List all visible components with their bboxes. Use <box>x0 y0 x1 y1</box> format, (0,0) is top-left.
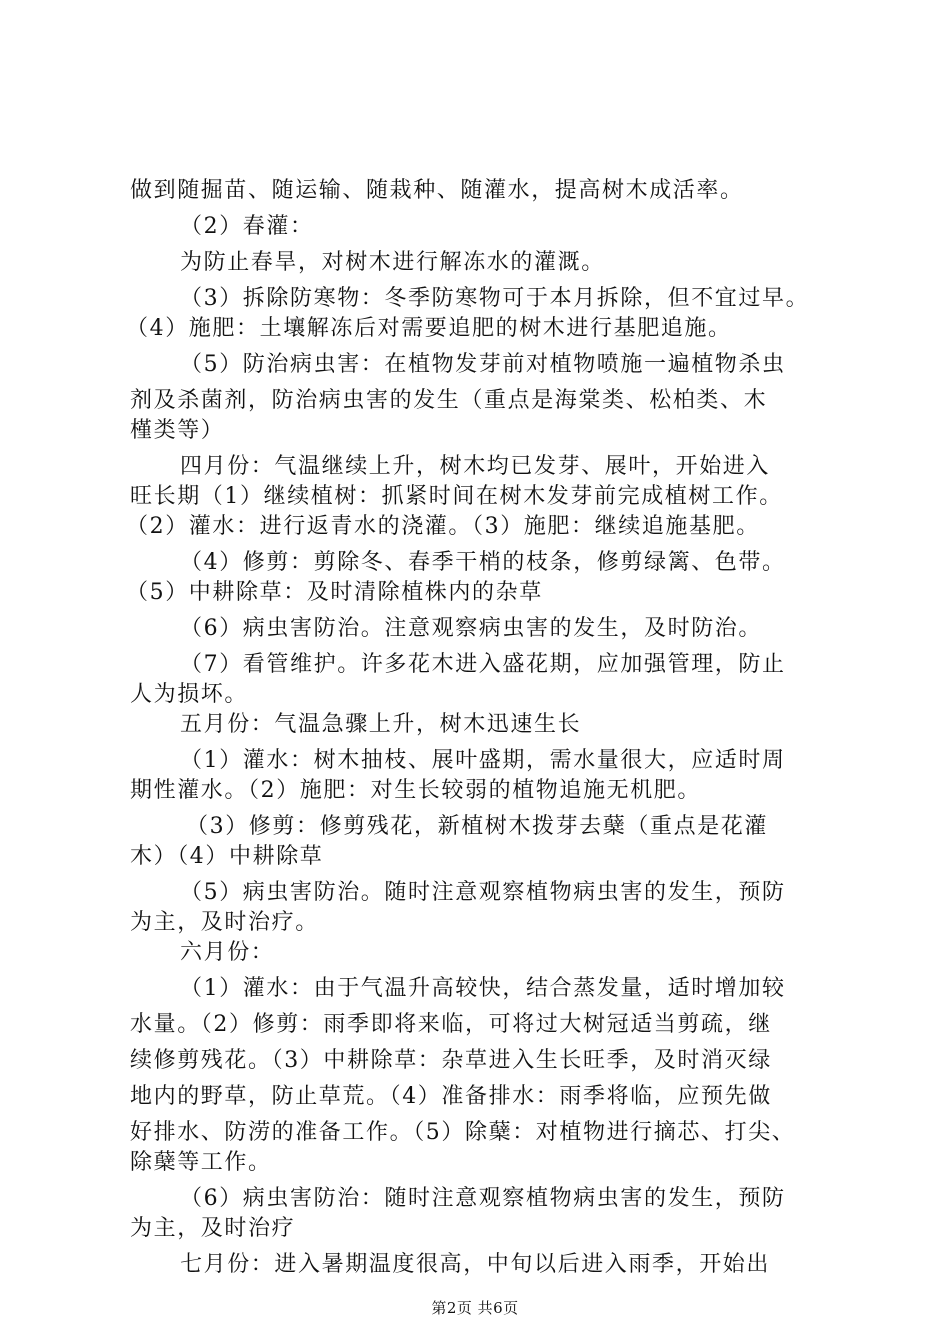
text-line: （5）防治病虫害：在植物发芽前对植物喷施一遍植物杀虫 <box>180 352 786 377</box>
text-line: 四月份：气温继续上升，树木均已发芽、展叶，开始进入 <box>180 454 771 479</box>
text-line: 槿类等） <box>130 418 225 443</box>
text-line: 期性灌水。（2）施肥：对生长较弱的植物追施无机肥。 <box>130 778 701 803</box>
text-line: 旺长期（1）继续植树：抓紧时间在树木发芽前完成植树工作。 <box>130 484 783 509</box>
text-line: 好排水、防涝的准备工作。（5）除蘖：对植物进行摘芯、打尖、 <box>130 1120 796 1145</box>
text-line: 为主，及时治疗。 <box>130 910 319 935</box>
text-line: 除蘖等工作。 <box>130 1150 272 1175</box>
text-line: 为主，及时治疗 <box>130 1216 296 1241</box>
text-line: （3）拆除防寒物：冬季防寒物可于本月拆除，但不宜过早。 <box>180 286 810 311</box>
text-line: （2）春灌： <box>180 214 314 239</box>
text-line: 为防止春旱，对树木进行解冻水的灌溉。 <box>180 250 605 275</box>
text-line: 五月份：气温急骤上升，树木迅速生长 <box>180 712 582 737</box>
text-line: （5）中耕除草：及时清除植株内的杂草 <box>126 580 543 605</box>
page-number-footer: 第2页 共6页 <box>431 1299 519 1317</box>
text-line: 剂及杀菌剂，防治病虫害的发生（重点是海棠类、松柏类、木 <box>130 388 768 413</box>
text-line: （7）看管维护。许多花木进入盛花期，应加强管理，防止 <box>180 652 786 677</box>
text-line: （4）施肥：土壤解冻后对需要追肥的树木进行基肥追施。 <box>126 316 732 341</box>
text-line: 七月份：进入暑期温度很高，中旬以后进入雨季，开始出 <box>180 1252 771 1277</box>
text-line: （6）病虫害防治：随时注意观察植物病虫害的发生，预防 <box>180 1186 786 1211</box>
text-line: 水量。（2）修剪：雨季即将来临，可将过大树冠适当剪疏，继 <box>130 1012 772 1037</box>
text-line: （1）灌水：由于气温升高较快，结合蒸发量，适时增加较 <box>180 976 786 1001</box>
text-line: 人为损坏。 <box>130 682 249 707</box>
text-line: （3）修剪：修剪残花，新植树木拨芽去蘖（重点是花灌 <box>186 814 768 839</box>
text-line: （1）灌水：树木抽枝、展叶盛期，需水量很大，应适时周 <box>180 748 786 773</box>
text-line: （6）病虫害防治。注意观察病虫害的发生，及时防治。 <box>180 616 762 641</box>
text-line: （5）病虫害防治。随时注意观察植物病虫害的发生，预防 <box>180 880 786 905</box>
text-line: 六月份： <box>180 940 275 965</box>
text-line: 木）（4）中耕除草 <box>130 844 324 869</box>
text-line: 地内的野草，防止草荒。（4）准备排水：雨季将临，应预先做 <box>130 1084 772 1109</box>
text-line: 做到随掘苗、随运输、随栽种、随灌水，提高树木成活率。 <box>130 178 744 203</box>
text-line: （4）修剪：剪除冬、春季干梢的枝条，修剪绿篱、色带。 <box>180 550 786 575</box>
text-line: （2）灌水：进行返青水的浇灌。（3）施肥：继续追施基肥。 <box>126 514 760 539</box>
text-line: 续修剪残花。（3）中耕除草：杂草进入生长旺季，及时消灭绿 <box>130 1048 772 1073</box>
